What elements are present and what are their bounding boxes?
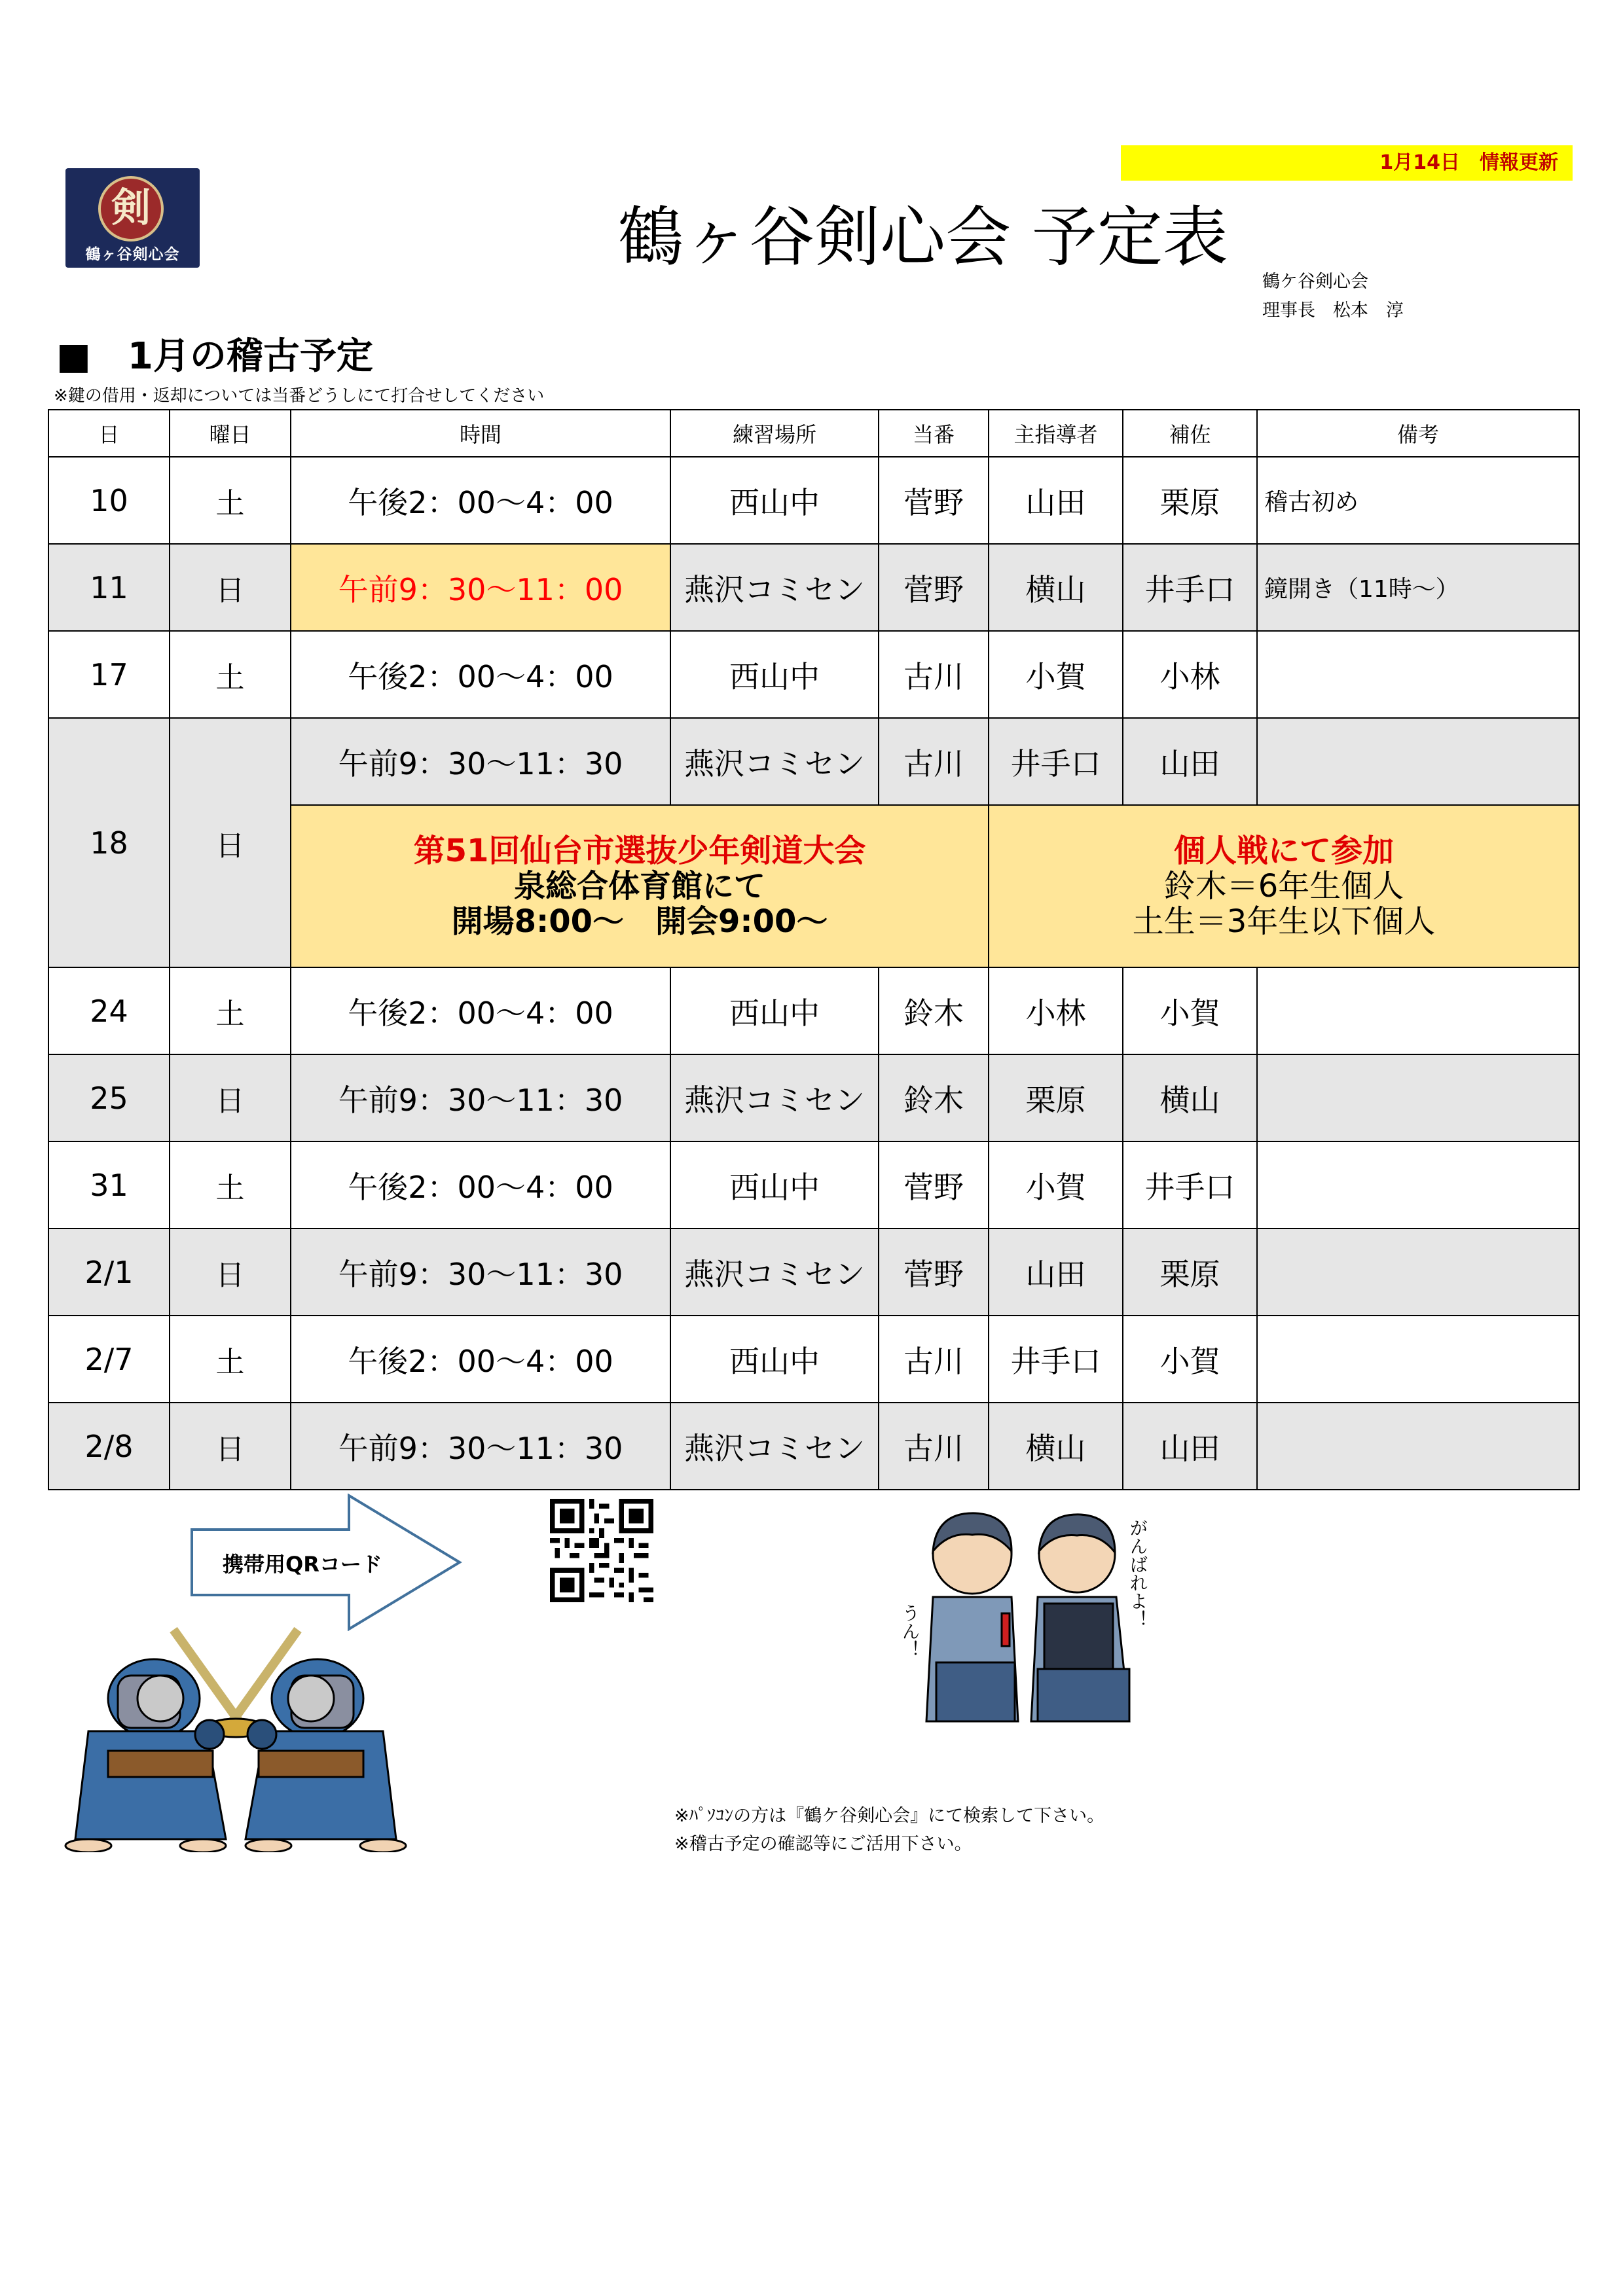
cell-assist: 山田: [1123, 718, 1257, 805]
cell-duty: 菅野: [879, 457, 989, 544]
cell-weekday: 日: [170, 1054, 291, 1141]
cell-duty: 菅野: [879, 544, 989, 631]
event-name: 第51回仙台市選抜少年剣道大会: [413, 833, 866, 869]
header-remark: 備考: [1257, 410, 1579, 457]
cell-place: 西山中: [670, 1316, 879, 1403]
cell-date: 2/7: [48, 1316, 170, 1403]
cell-weekday: 日: [170, 1229, 291, 1316]
cell-remark: [1257, 1403, 1579, 1490]
section-title: ■ 1月の稽古予定: [56, 335, 373, 378]
page-title: 鶴ヶ谷剣心会 予定表: [618, 199, 1228, 276]
cell-time: 午後2：00～4：00: [291, 1316, 670, 1403]
header-date: 日: [48, 410, 170, 457]
cell-duty: 菅野: [879, 1141, 989, 1229]
cell-lead: 小林: [989, 967, 1123, 1054]
table-row: [48, 457, 1579, 544]
cell-time: 午後2：00～4：00: [291, 457, 670, 544]
cell-date: 2/1: [48, 1229, 170, 1316]
cell-lead: 横山: [989, 544, 1123, 631]
table-row: [48, 544, 1579, 631]
cell-duty: 古川: [879, 1403, 989, 1490]
cell-date: 18: [48, 718, 170, 967]
cell-duty: 古川: [879, 631, 989, 718]
cell-remark: 稽古初め: [1257, 457, 1579, 544]
table-row: [48, 1229, 1579, 1316]
cell-place: 西山中: [670, 1141, 879, 1229]
cell-place: 燕沢コミセン: [670, 718, 879, 805]
cell-assist: 小賀: [1123, 1316, 1257, 1403]
event-participation: 個人戦にて参加: [1173, 833, 1394, 869]
cell-time: 午後2：00～4：00: [291, 1141, 670, 1229]
cell-date: 10: [48, 457, 170, 544]
cell-duty: 菅野: [879, 1229, 989, 1316]
schedule-table: [48, 409, 1580, 1490]
cell-duty: 古川: [879, 1316, 989, 1403]
cell-place: 西山中: [670, 457, 879, 544]
cell-assist: 横山: [1123, 1054, 1257, 1141]
table-header-row: [48, 410, 1579, 457]
header-place: 練習場所: [670, 410, 879, 457]
event-entry-2: 土生＝3年生以下個人: [1132, 903, 1436, 940]
cell-assist: 栗原: [1123, 1229, 1257, 1316]
cell-place: 燕沢コミセン: [670, 1403, 879, 1490]
kendo-match-illustration: [62, 1623, 409, 1852]
footer-note-usage: ※稽古予定の確認等にご活用下さい。: [674, 1834, 972, 1854]
cell-date: 25: [48, 1054, 170, 1141]
table-row: [48, 967, 1579, 1054]
cell-weekday: 日: [170, 544, 291, 631]
event-times: 開場8:00～ 開会9:00～: [451, 903, 828, 940]
cell-lead: 小賀: [989, 631, 1123, 718]
cell-time: 午後2：00～4：00: [291, 967, 670, 1054]
cell-time: 午前9：30～11：00: [291, 544, 670, 631]
cell-weekday: 土: [170, 1141, 291, 1229]
cell-lead: 栗原: [989, 1054, 1123, 1141]
cell-assist: 栗原: [1123, 457, 1257, 544]
organization-name: 鶴ケ谷剣心会: [1262, 272, 1368, 292]
header-lead: 主指導者: [989, 410, 1123, 457]
table-row: [48, 1403, 1579, 1490]
event-info-cell: [291, 805, 989, 967]
update-notice: 1月14日 情報更新: [1121, 145, 1573, 181]
cell-remark: 鏡開き（11時～）: [1257, 544, 1579, 631]
cell-remark: [1257, 1141, 1579, 1229]
cell-place: 西山中: [670, 967, 879, 1054]
cell-place: 燕沢コミセン: [670, 544, 879, 631]
cell-assist: 小林: [1123, 631, 1257, 718]
cell-assist: 小賀: [1123, 967, 1257, 1054]
cell-lead: 山田: [989, 457, 1123, 544]
cell-lead: 小賀: [989, 1141, 1123, 1229]
cell-place: 燕沢コミセン: [670, 1229, 879, 1316]
chairman-name: 理事長 松本 淳: [1262, 300, 1404, 321]
cell-time: 午前9：30～11：30: [291, 1403, 670, 1490]
cell-place: 燕沢コミセン: [670, 1054, 879, 1141]
cell-lead: 井手口: [989, 718, 1123, 805]
table-row: [48, 1141, 1579, 1229]
event-venue: 泉総合体育館にて: [513, 868, 765, 905]
cell-date: 31: [48, 1141, 170, 1229]
cell-duty: 鈴木: [879, 1054, 989, 1141]
header-assist: 補佐: [1123, 410, 1257, 457]
cell-date: 24: [48, 967, 170, 1054]
cell-remark: [1257, 1316, 1579, 1403]
cell-time: 午前9：30～11：30: [291, 718, 670, 805]
key-note: ※鍵の借用・返却については当番どうしにて打合せしてください: [54, 386, 545, 406]
cell-time: 午後2：00～4：00: [291, 631, 670, 718]
cell-weekday: 日: [170, 1403, 291, 1490]
cell-assist: 井手口: [1123, 1141, 1257, 1229]
qr-label: 携帯用QRコード: [223, 1552, 382, 1577]
table-row: [48, 1316, 1579, 1403]
event-entry-cell: [989, 805, 1579, 967]
cell-lead: 井手口: [989, 1316, 1123, 1403]
logo-text: 鶴ヶ谷剣心会: [85, 246, 180, 263]
cell-weekday: 土: [170, 457, 291, 544]
speech-ganbare: がんばれよ！: [1127, 1518, 1149, 1628]
speech-un: うん！: [899, 1604, 921, 1659]
header-time: 時間: [291, 410, 670, 457]
cell-weekday: 日: [170, 718, 291, 967]
table-row: [48, 1054, 1579, 1141]
logo-emblem: 剣: [98, 176, 164, 242]
header-weekday: 曜日: [170, 410, 291, 457]
cell-weekday: 土: [170, 1316, 291, 1403]
cell-weekday: 土: [170, 631, 291, 718]
cell-time: 午前9：30～11：30: [291, 1229, 670, 1316]
cell-duty: 古川: [879, 718, 989, 805]
cell-remark: [1257, 631, 1579, 718]
cell-date: 11: [48, 544, 170, 631]
children-illustration: [897, 1505, 1152, 1741]
cell-assist: 山田: [1123, 1403, 1257, 1490]
cell-remark: [1257, 718, 1579, 805]
cell-duty: 鈴木: [879, 967, 989, 1054]
cell-remark: [1257, 967, 1579, 1054]
header-duty: 当番: [879, 410, 989, 457]
cell-time: 午前9：30～11：30: [291, 1054, 670, 1141]
cell-lead: 山田: [989, 1229, 1123, 1316]
cell-lead: 横山: [989, 1403, 1123, 1490]
footer-note-search: ※ﾊﾟｿｺﾝの方は『鶴ケ谷剣心会』にて検索して下さい。: [674, 1806, 1105, 1826]
cell-remark: [1257, 1054, 1579, 1141]
table-row: [48, 718, 1579, 805]
cell-weekday: 土: [170, 967, 291, 1054]
cell-remark: [1257, 1229, 1579, 1316]
cell-date: 2/8: [48, 1403, 170, 1490]
event-entry-1: 鈴木＝6年生個人: [1163, 868, 1404, 905]
cell-date: 17: [48, 631, 170, 718]
qr-code[interactable]: [550, 1499, 653, 1602]
cell-assist: 井手口: [1123, 544, 1257, 631]
table-row: [48, 631, 1579, 718]
cell-place: 西山中: [670, 631, 879, 718]
